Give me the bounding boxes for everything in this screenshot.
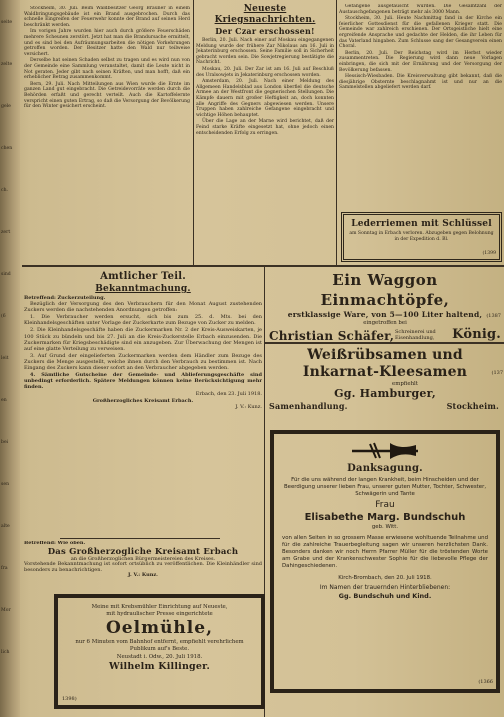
jars-place: König.	[452, 327, 501, 342]
separator	[60, 538, 220, 539]
news-column-2	[196, 4, 334, 264]
announcement-item: 4. Sämtliche Gutscheine der Gemeinde- und Ablieferungsgeschäfte sind unbedingt erforderlich. Spätere Meldungen können keine Berücksichtigung mehr finden.	[24, 372, 262, 391]
news-subhead: Der Czar erschossen!	[215, 26, 315, 36]
note-title: Das Großherzogliche Kreisamt Erbach	[47, 546, 239, 557]
news-paragraph: Über die Lage an der Marne wird berichtet, daß der Feind starke Kräfte eingesetzt hat, ohne jedoch einen entscheidenden Erfolg zu erringen.	[196, 119, 334, 136]
bleed-fragment: (6	[1, 314, 6, 319]
oil-mill-ad	[54, 594, 265, 709]
seed-recommends: empfiehlt	[392, 381, 418, 387]
news-paragraph: Berlin, 20. Juli. Nach einer auf Moskau eingegangenen Meldung wurde der frühere Zar Nikolaus am 16. Juli in Jekaterinburg erschossen. Seine Familie soll in Sicherheit gebracht worden sein. Die Sowjetregierung bestätigte die Nachricht.	[196, 38, 334, 66]
thanks-place: Kirch-Brombach, den 20. Juli 1918.	[338, 575, 432, 581]
column-rule	[193, 0, 194, 265]
cross-icon	[350, 440, 420, 462]
lost-item-ad	[341, 212, 502, 262]
section-title: Amtlicher Teil.	[100, 271, 186, 282]
announcement-signer: J. V.: Kunz.	[235, 403, 262, 410]
oil-mill-place: Neustadt i. Odw., 20. Juli 1918.	[116, 654, 203, 660]
jars-seller: Christian Schäfer,	[269, 329, 395, 342]
thanks-names: Gg. Bundschuh und Kind.	[338, 592, 432, 600]
news-paragraph: Gefangene ausgetauscht wurden. Die Gesamtzahl der Austauschgefangenen beträgt mehr als 3000 Mann.	[339, 4, 502, 15]
news-column-1	[24, 6, 190, 264]
bleed-fragment: alte	[1, 524, 10, 529]
announcement-subject: Betreffend: Zuckerzuteilung.	[24, 295, 106, 301]
oil-mill-text: nur 6 Minuten vom Bahnhof entfernt, empfiehlt verehrlichem Publikum auf's Beste.	[75, 639, 244, 652]
bleed-fragment: zert	[1, 230, 11, 235]
announcement-intro: Bezüglich der Versorgung des den Verbrauchern für den Monat August zustehenden Zuckers werden die nachstehenden Anordnungen getroffen:	[24, 301, 262, 314]
thanks-text: Für die uns während der langen Krankheit, beim Hinscheiden und der Beerdigung unserer lieben Frau, unserer guten Mutter, Tochter, Schwester, Schwägerin und Tante	[283, 477, 487, 497]
bleed-fragment: ch.	[1, 188, 8, 193]
bleed-fragment: fra	[1, 566, 8, 571]
news-paragraph: Im vorigen Jahre wurden hier auch durch größere Feuerschäden mehrere Scheunen zerstört. Jetzt hat man die Brandursache ermittelt, und es sind bei den Aufräumungsarbeiten die nötigen Vorkehrungen getroffen worden. Der Besitzer hatte den Wald nur teilweise versichert.	[24, 29, 190, 57]
bleed-fragment: lich	[1, 650, 10, 655]
note-subject: Betreffend: Wie oben.	[24, 541, 86, 546]
bleed-fragment: gele	[1, 104, 11, 109]
bleed-fragment: leit	[1, 356, 9, 361]
jars-received: eingetroffen bei	[363, 320, 407, 326]
announcement-title: Bekanntmachung.	[95, 284, 191, 294]
bleed-fragment: bei	[1, 440, 9, 445]
bleed-fragment: seite	[1, 20, 13, 25]
ad-rule	[265, 342, 504, 344]
note-signer: J. V.: Kunz.	[128, 572, 158, 579]
column-rule	[336, 0, 337, 265]
section-rule	[22, 265, 504, 267]
ad-number: 1398)	[62, 696, 77, 703]
announcement-item: 1. Die Verbraucher werden ersucht, sich bis zum 25. d. Mts. bei den Kleinhandelsgeschäften unter Vorlage der Zuckerkarte zum Bezuge von Zucker zu melden.	[24, 314, 262, 327]
ad-number: (1366	[478, 679, 493, 686]
seed-seller: Gg. Hamburger,	[334, 387, 436, 400]
jars-firm-line: Eisenhandlung,	[395, 335, 435, 341]
oil-mill-name: Wilhelm Killinger.	[109, 661, 210, 672]
ad-number: (1399	[482, 251, 496, 257]
bleed-fragment: sen	[1, 482, 10, 487]
seed-ad	[267, 345, 503, 425]
announcement-item: 2. Die Kleinhandelsgeschäfte haben die Zuckermarken Nr. 2 der Kreis-Ausweiskarten, je 100 Stück zu bündeln und bis 27. Juli an die Kreis-Zuckerstelle Erbach einzusenden. Die Zuckermarken für Kriegsbeschädigte sind ein anzugeben. Zur Überwachung der Mengen ist auf eine glatte Verteilung zu verweisen.	[24, 327, 262, 352]
seed-place: Stockheim.	[446, 401, 499, 411]
thanks-ad	[270, 430, 500, 693]
seed-title: Weißrübsamen und	[307, 347, 463, 363]
jars-title: Ein Waggon Einmachtöpfe,	[320, 271, 450, 309]
bleed-fragment: en	[1, 398, 7, 403]
thanks-heading: Danksagung.	[347, 463, 423, 474]
jars-ad	[267, 268, 503, 342]
news-paragraph: Berlin, 20. Juli. Der Reichstag wird im Herbst wieder zusammentreten. Die Regierung wird dann neue Vorlagen einbringen, die sich mit der Ernährung und der Versorgung der Bevölkerung befassen.	[339, 50, 502, 73]
news-paragraph: Stockheim, 30. Juli. Beim Waldbesitzer Georg Brauner in einem Waldbringungsgebäude ist ein Brand ausgebrochen. Durch das schnelle Eingreifen der Feuerwehr konnte der Brand auf seinen Herd beschränkt werden.	[24, 6, 190, 28]
lost-item-title: Lederriemen mit Schlüssel	[351, 219, 492, 229]
bleed-fragment: sind	[1, 272, 11, 277]
oil-mill-line: mit hydraulischer Presse eingerichtete	[106, 611, 213, 617]
thanks-frau: Frau	[375, 500, 395, 510]
thanks-names: Im Namen der trauernden Hinterbliebenen:	[319, 584, 451, 591]
thanks-text: von allen Seiten in so grossem Masse erwiesene wohltuende Teilnahme und für die zahlreiche Trauerbegleitung sagen wir unseren herzlichsten Dank. Besonders danken wir noch Herrn Pfarrer Müller für die tröstenden Worte am Grabe und der Krankenschwester Sophie für die liebevolle Pflege der Dahingeschiedenen.	[282, 535, 488, 569]
announcement-date: Erbach, den 23. Juli 1918.	[195, 391, 262, 398]
announcement-authority: Großherzogliches Kreisamt Erbach.	[92, 397, 194, 404]
lost-item-text: am Sonntag in Erbach verloren. Abzugeben gegen Belohnung in der Expedition d. Bl.	[349, 231, 494, 242]
bleed-fragment: zelte	[1, 62, 13, 67]
bleed-fragment: Mor	[1, 608, 11, 613]
note-line: an die Großherzoglichen Bürgermeistereien des Kreises.	[70, 555, 216, 562]
seed-title: Inkarnat-Kleesamen	[302, 364, 468, 380]
ad-number: (137	[491, 370, 503, 376]
news-column-3	[339, 4, 502, 210]
news-paragraph: Derselbe hat seinen Schaden selbst zu tragen und es wird nun von der Gemeinde eine Sammlung veranstaltet, damit die Leute nicht in Not geraten. Jeder gibt nach seinen Kräften, und man hofft, daß ein erheblicher Betrag zusammenkommt.	[24, 58, 190, 81]
jars-firm	[395, 329, 436, 341]
thanks-name: Elisabethe Marg. Bundschuh	[304, 512, 466, 523]
jars-subtitle: erstklassige Ware, von 5—100 Liter haltend,	[287, 310, 483, 319]
news-headline: Neueste Kriegsnachrichten.	[214, 4, 316, 25]
news-paragraph: Moskau, 20. Juli. Der Zar ist am 16. Juli auf Beschluß des Uralsowjets in Jekaterinburg erschossen worden.	[196, 66, 334, 78]
news-paragraph: Stockheim, 30. Juli. Heute Nachmittag fand in der Kirche ein feierlicher Gottesdienst für die gefallenen Krieger statt. Die Gemeinde war zahlreich erschienen. Der Ortsgeistliche hielt eine ergreifende Ansprache und gedachte der Helden, die ihr Leben für das Vaterland hingaben. Zum Schlusse sang der Gesangverein einen Choral.	[339, 16, 502, 50]
seed-trade: Samenhandlung.	[269, 401, 348, 411]
news-paragraph: Bern, 29. Juli. Nach Mitteilungen aus Wien wurde die Ernte im ganzen Land gut eingebracht. Die Getreidevorräte werden durch die Behörden erfaßt und gerecht verteilt. Auch die Kartoffelernte verspricht einen guten Ertrag, so daß die Versorgung der Bevölkerung für den Winter gesichert erscheint.	[24, 81, 190, 110]
note-text: Vorstehende Bekanntmachung ist sofort ortsüblich zu veröffentlichen. Die Kleinhändler sind besonders zu benachrichtigen.	[24, 561, 262, 573]
official-section	[24, 270, 262, 538]
announcement-item: 3. Auf Grund der eingelieferten Zuckermarken werden dem Händler zum Bezuge des Zuckers die Menge ausgestellt, welche ihnen durch den Verbrauch zu bestimmen ist. Nach Eingang des Zuckers kann dieser sofort an den Verbraucher abgegeben werden.	[24, 352, 262, 372]
news-paragraph: Amsterdam, 20. Juli. Nach einer Meldung des Allgemeen Handelsblad aus London überfiel die deutsche Armee an der Westfront die gegnerischen Stellungen. Die Kämpfe dauern mit großer Heftigkeit an, doch konnten alle Angriffe des Gegners abgewiesen werden. Unsere Truppen haben zahlreiche Gefangene eingebracht und wichtige Höhen behauptet.	[196, 79, 334, 118]
bleed-fragment: chen	[1, 146, 13, 151]
oil-mill-line: Meine mit Krebsmühler Einrichtung auf Neueste,	[91, 604, 228, 610]
ad-number: (1387	[486, 313, 501, 319]
news-paragraph: Hessisch-Wiesbaden. Die Kreisverwaltung gibt bekannt, daß die diesjährige Obsternte beschlagnahmt ist und nur an die Sammelstellen abgeliefert werden darf.	[339, 74, 502, 91]
jars-firm-line: Schreinerei und	[395, 329, 436, 335]
official-note	[24, 541, 262, 589]
oil-mill-title: Oelmühle,	[106, 618, 213, 638]
thanks-born: geb. Witt.	[371, 524, 399, 530]
